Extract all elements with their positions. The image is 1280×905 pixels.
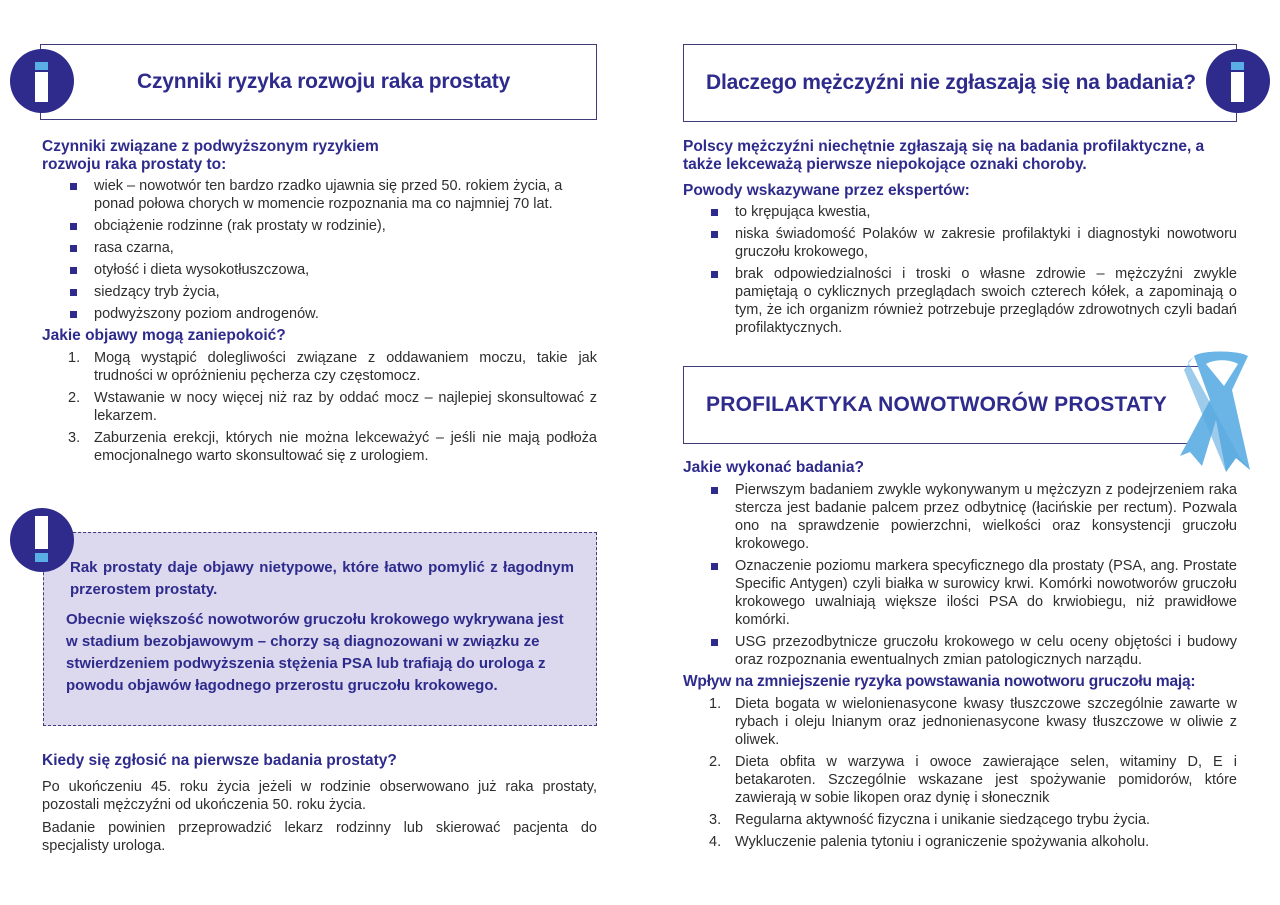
list-number: 2. (68, 390, 81, 406)
list-item (683, 203, 1237, 221)
why-intro: Polscy mężczyźni niechętnie zgłaszają się na badania profilaktyczne, a także lekceważą pierwsze niepokojące oznaki choroby. (683, 138, 1205, 173)
list-item (42, 389, 597, 425)
alert-body: Obecnie większość nowotworów gruczołu krokowego wykrywana jest w stadium bezobjawowym – chorzy są diagnozowani w związku ze stwierdzeniem podwyższenia stężenia PSA lub trafiają do urologa z powodu objawów łagodnego przerostu gruczołu krokowego. (66, 611, 564, 694)
list-item-text: siedzący tryb życia, (94, 284, 220, 300)
list-item (42, 261, 597, 279)
list-item-text: Wykluczenie palenia tytoniu i ograniczenie spożywania alkoholu. (735, 834, 1150, 850)
tests-heading: Jakie wykonać badania? (683, 459, 864, 476)
list-item (683, 265, 1237, 337)
list-item (683, 753, 1237, 807)
risk-factors-title-box (40, 44, 597, 120)
reduce-list (683, 695, 1237, 851)
exclamation-icon-bar (35, 516, 48, 549)
list-item (42, 283, 597, 301)
list-number: 3. (68, 430, 81, 446)
info-icon (1206, 49, 1270, 113)
list-item-text: niska świadomość Polaków w zakresie profilaktyki i diagnostyki nowotworu gruczołu krokowego, (735, 226, 1237, 260)
alert-lead: Rak prostaty daje objawy nietypowe, które łatwo pomylić z łagodnym przerostem prostaty. (70, 559, 574, 598)
info-icon-dot (1231, 62, 1244, 70)
list-item-text: rasa czarna, (94, 240, 174, 256)
prevention-section (683, 459, 1237, 855)
list-item-text: brak odpowiedzialności i troski o własne zdrowie – mężczyźni zwykle pamiętają o cyklicznych przeglądach swoich czterech kółek, a zapominają o tym, że ich organizm również potrzebuje przeglądów zdrowotnych czyli badań profilaktycznych. (735, 266, 1237, 336)
list-item-text: Oznaczenie poziomu markera specyficznego dla prostaty (PSA, ang. Prostate Specific Antygen) czyli białka w surowicy krwi. Komórki nowotworów gruczołu krokowego uwalniają większe ilości PSA do krwiobiegu, niż prawidłowe komórki. (735, 558, 1237, 628)
list-item (683, 833, 1237, 851)
list-item (42, 349, 597, 385)
why-title-box (683, 44, 1237, 122)
list-item-text: obciążenie rodzinne (rak prostaty w rodzinie), (94, 218, 386, 234)
info-icon-dot (35, 62, 48, 70)
list-item (42, 239, 597, 257)
why-title: Dlaczego mężczyźni nie zgłaszają się na badania? (706, 71, 1196, 94)
risk-factors-title: Czynniki ryzyka rozwoju raka prostaty (137, 70, 511, 93)
reasons-list (683, 203, 1237, 337)
list-number: 1. (709, 696, 722, 712)
risk-factors-heading (42, 138, 597, 174)
symptoms-heading: Jakie objawy mogą zaniepokoić? (42, 327, 286, 344)
list-item-text: Zaburzenia erekcji, których nie można lekceważyć – jeśli nie mają podłoża emocjonalnego warto skonsultować się z urologiem. (94, 430, 597, 464)
tests-list (683, 481, 1237, 669)
list-item-text: Mogą wystąpić dolegliwości związane z oddawaniem moczu, takie jak trudności w opróżnieniu pęcherza czy częstomocz. (94, 350, 597, 384)
list-item-text: USG przezodbytnicze gruczołu krokowego w celu oceny objętości i budowy oraz rozpoznania ewentualnych zmian patologicznych narządu. (735, 634, 1237, 668)
list-item (42, 305, 597, 323)
prevention-title: PROFILAKTYKA NOWOTWORÓW PROSTATY (706, 393, 1167, 416)
info-icon-bar (35, 72, 48, 102)
risk-heading-line1: Czynniki związane z podwyższonym ryzykiem (42, 138, 379, 155)
list-item-text: Pierwszym badaniem zwykle wykonywanym u mężczyzn z podejrzeniem raka stercza jest badanie palcem przez odbytnicę (łacińskie per rectum). Pozwala ono na sprawdzenie powierzchni, wielkości oraz konsystencji gruczołu krokowego. (735, 482, 1237, 552)
list-item (42, 429, 597, 465)
list-number: 2. (709, 754, 722, 770)
when-paragraph-2: Badanie powinien przeprowadzić lekarz rodzinny lub skierować pacjenta do specjalisty urologa. (42, 820, 597, 854)
list-number: 3. (709, 812, 722, 828)
list-number: 4. (709, 834, 722, 850)
when-paragraph-1: Po ukończeniu 45. roku życia jeżeli w rodzinie obserwowano już raka prostaty, pozostali mężczyźni od ukończenia 50. roku życia. (42, 779, 597, 813)
list-item-text: podwyższony poziom androgenów. (94, 306, 319, 322)
list-item-text: to krępująca kwestia, (735, 204, 871, 220)
risk-factors-section (42, 138, 597, 469)
list-item-text: Regularna aktywność fizyczna i unikanie siedzącego trybu życia. (735, 812, 1151, 828)
when-heading: Kiedy się zgłosić na pierwsze badania prostaty? (42, 752, 397, 769)
list-item (683, 811, 1237, 829)
list-item (683, 481, 1237, 553)
list-item-text: Dieta bogata w wielonienasycone kwasy tłuszczowe szczególnie zawarte w rybach i oleju lnianym oraz jednonienasycone kwasy tłuszczowe w oliwie z oliwek. (735, 696, 1237, 748)
exclamation-icon-dot (35, 553, 48, 562)
list-item-text: Wstawanie w nocy więcej niż raz by oddać mocz – najlepiej skonsultować z lekarzem. (94, 390, 597, 424)
list-item-text: Dieta obfita w warzywa i owoce zawierające selen, witaminy D, E i betakaroten. Szczególnie wskazane jest spożywanie pomidorów, które zawierają w sobie likopen oraz dynię i słonecznik (735, 754, 1237, 806)
list-item-text: wiek – nowotwór ten bardzo rzadko ujawnia się przed 50. rokiem życia, a ponad połowa chorych w momencie rozpoznania ma co najmniej 70 lat. (94, 178, 563, 212)
list-item (683, 695, 1237, 749)
list-number: 1. (68, 350, 81, 366)
risk-factors-list (42, 177, 597, 323)
info-icon (10, 49, 74, 113)
reduce-heading: Wpływ na zmniejszenie ryzyka powstawania nowotworu gruczołu mają: (683, 673, 1196, 690)
exclamation-icon (10, 508, 74, 572)
info-icon-bar (1231, 72, 1244, 102)
risk-heading-line2: rozwoju raka prostaty to: (42, 156, 227, 173)
list-item (683, 557, 1237, 629)
list-item (683, 633, 1237, 669)
list-item-text: otyłość i dieta wysokotłuszczowa, (94, 262, 310, 278)
why-section (683, 138, 1237, 341)
awareness-ribbon-icon (1180, 350, 1262, 472)
list-item (42, 217, 597, 235)
prevention-title-box (683, 366, 1203, 444)
symptoms-list (42, 349, 597, 465)
list-item (683, 225, 1237, 261)
alert-box (43, 532, 597, 726)
list-item (42, 177, 597, 213)
when-section (42, 752, 597, 855)
reasons-heading: Powody wskazywane przez ekspertów: (683, 182, 970, 199)
